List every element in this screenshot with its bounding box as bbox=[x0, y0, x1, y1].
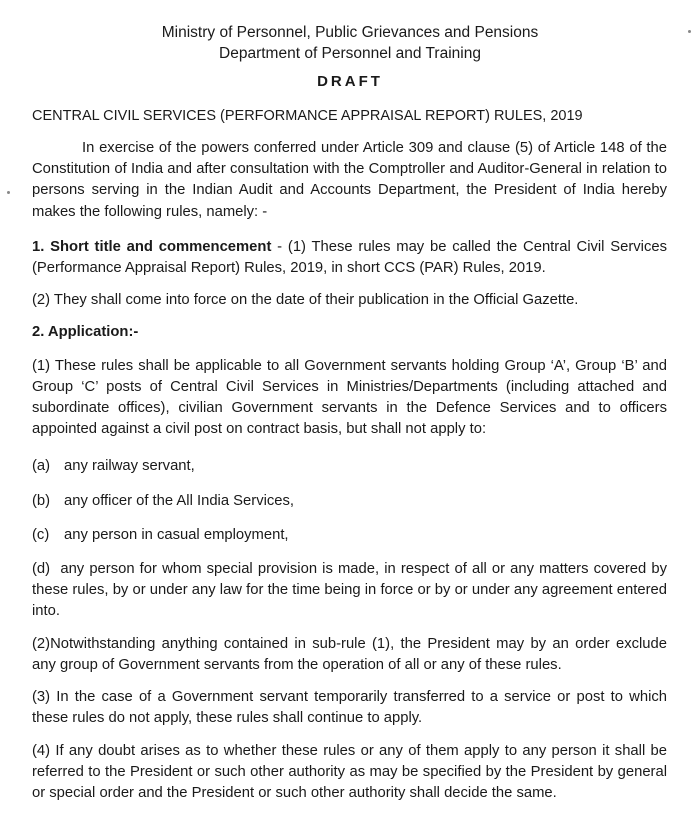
exclusion-text-a: any railway servant, bbox=[64, 458, 195, 474]
rule-1-sub-2: (2) They shall come into force on the date of their publication in the Official Gazette. bbox=[32, 292, 579, 308]
exclusion-text-c: any person in casual employment, bbox=[64, 527, 289, 543]
exclusion-label-d: (d) bbox=[32, 561, 51, 577]
exclusion-label-c: (c) bbox=[32, 527, 50, 543]
scan-speck bbox=[7, 191, 10, 194]
exclusion-item-b bbox=[32, 491, 667, 512]
rule-2-sub-4: (4) If any doubt arises as to whether these rules or any of them apply to any person it shall be referred to the President or such other authority as may be specified by the President by general or special order and the President or such other authority shall decide the same. bbox=[32, 743, 667, 801]
rule-1-sub-1: - (1) These rules may be called the Central Civil Services (Performance Appraisal Report) Rules, 2019, in short CCS (PAR) Rules, 2019. bbox=[32, 239, 667, 276]
rule-1-heading: 1. Short title and commencement bbox=[32, 239, 272, 255]
rule-2-sub-3: (3) In the case of a Government servant temporarily transferred to a service or post to which these rules do not apply, these rules shall continue to apply. bbox=[32, 689, 667, 726]
ministry-name: Ministry of Personnel, Public Grievances and Pensions bbox=[161, 24, 539, 41]
exclusion-text-b: any officer of the All India Services, bbox=[64, 493, 295, 509]
exclusion-label-a: (a) bbox=[32, 458, 51, 474]
exclusion-label-b: (b) bbox=[32, 493, 51, 509]
exclusion-item-c bbox=[32, 525, 667, 546]
exclusion-item-a bbox=[32, 456, 667, 477]
preamble-paragraph: In exercise of the powers conferred under Article 309 and clause (5) of Article 148 of the Constitution of India and after consultation with the Comptroller and Auditor-General in relation to persons serving in the Indian Audit and Accounts Department, the President of India hereby makes the following rules, namely: - bbox=[32, 140, 667, 220]
rule-2-sub-1: (1) These rules shall be applicable to all Government servants holding Group ‘A’, Group ‘B’ and Group ‘C’ posts of Central Civil Services in Ministries/Departments (including attached and subordinate offices), civilian Government servants in the Defence Services and to officers appointed against a civil post on contract basis, but shall not apply to: bbox=[32, 358, 667, 437]
rule-2-heading: 2. Application:- bbox=[32, 324, 139, 340]
department-name: Department of Personnel and Training bbox=[219, 45, 481, 62]
rule-2-sub-2: (2)Notwithstanding anything contained in sub-rule (1), the President may by an order exclude any group of Government servants from the operation of all or any of these rules. bbox=[32, 636, 667, 673]
rule-1-paragraph bbox=[32, 237, 667, 279]
exclusion-item-d bbox=[32, 559, 667, 622]
exclusion-text-d: any person for whom special provision is made, in respect of all or any matters covered by these rules, by or under any law for the time being in force or by or under any agreement entered into. bbox=[32, 561, 667, 619]
draft-label: DRAFT bbox=[317, 73, 383, 90]
scan-speck bbox=[688, 30, 691, 33]
rules-title: CENTRAL CIVIL SERVICES (PERFORMANCE APPRAISAL REPORT) RULES, 2019 bbox=[32, 108, 583, 124]
